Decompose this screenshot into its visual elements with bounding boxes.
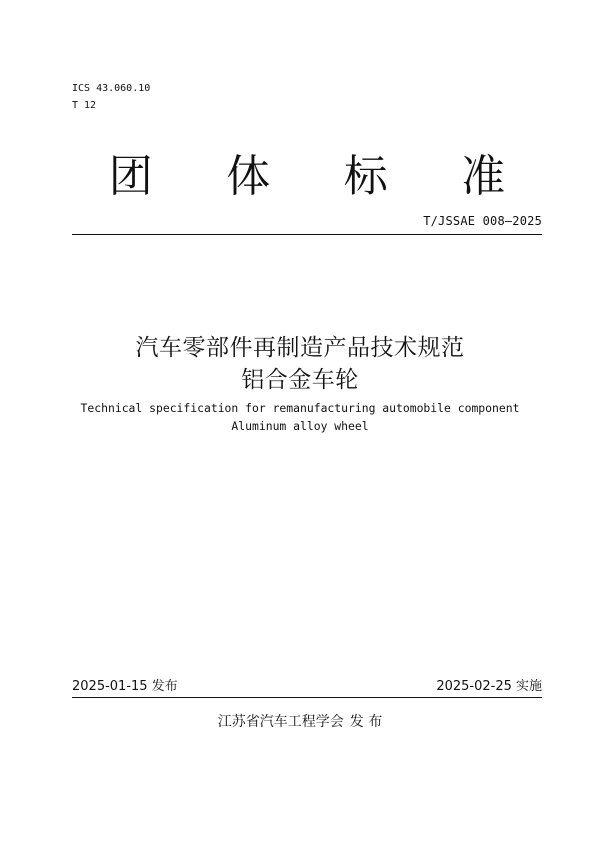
publisher-name: 江苏省汽车工程学会 xyxy=(217,714,344,730)
standard-type-heading xyxy=(72,150,542,204)
title-cn-main: 汽车零部件再制造产品技术规范 xyxy=(135,335,465,361)
implementation-date: 2025-02-25 实施 xyxy=(436,679,542,694)
publisher-action: 发 布 xyxy=(349,714,383,730)
issue-date: 2025-01-15 发布 xyxy=(72,679,178,694)
standard-type-char: 标 xyxy=(343,151,388,202)
header-divider xyxy=(72,234,542,235)
standard-type-char: 准 xyxy=(461,151,506,202)
standard-type-char: 团 xyxy=(108,151,153,202)
ics-code: ICS 43.060.10 xyxy=(72,83,151,94)
classification-code: T 12 xyxy=(72,100,97,111)
title-block xyxy=(0,332,600,435)
title-cn-sub: 铝合金车轮 xyxy=(241,367,359,393)
footer-divider xyxy=(72,697,542,698)
title-en-main: Technical specification for remanufacturing automobile component xyxy=(80,401,520,415)
title-en-sub: Aluminum alloy wheel xyxy=(231,419,369,433)
standard-type-char: 体 xyxy=(226,151,271,202)
publisher-line xyxy=(0,713,600,731)
standard-number: T/JSSAE 008—2025 xyxy=(423,214,542,228)
